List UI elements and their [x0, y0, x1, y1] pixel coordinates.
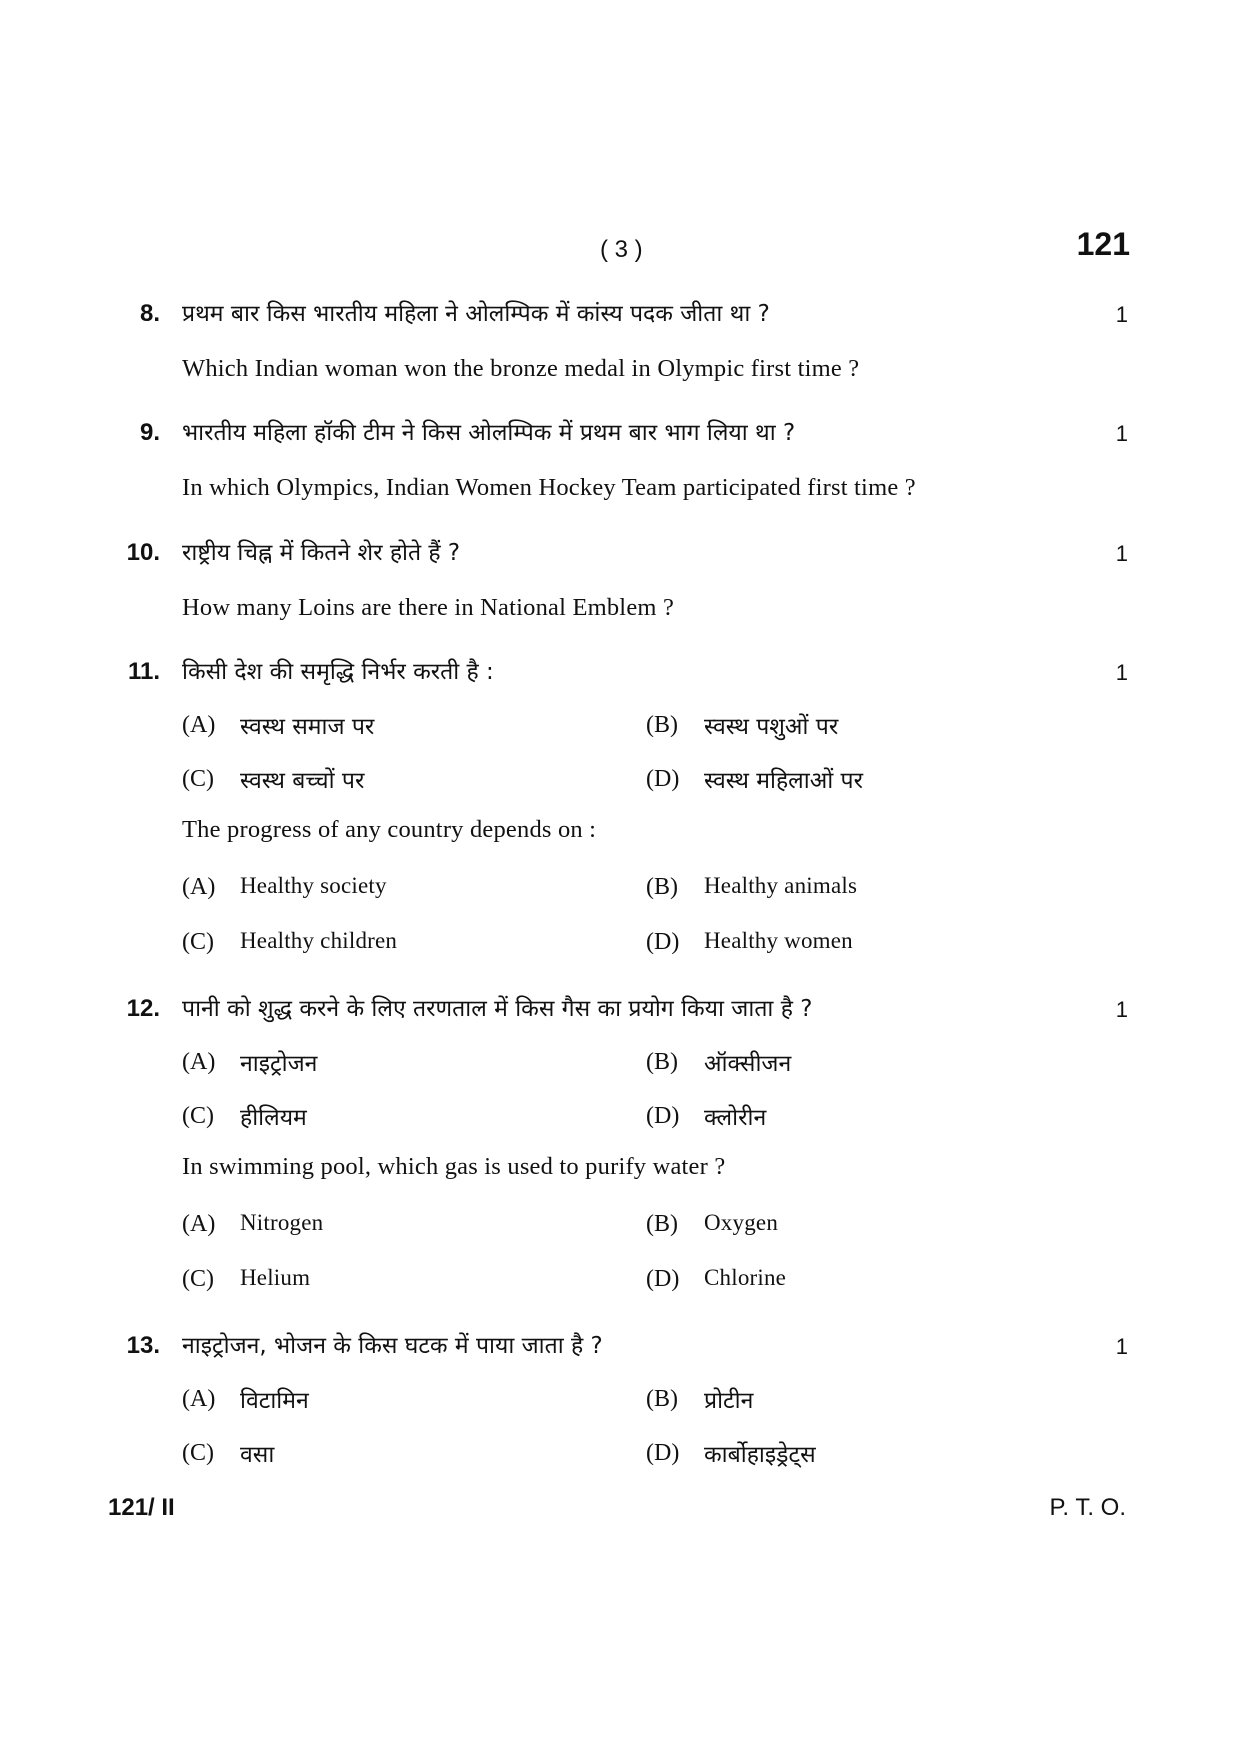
- question-text-english: How many Loins are there in National Emblem ?: [182, 594, 675, 621]
- option-label: (D): [646, 929, 680, 955]
- question-text-hindi: प्रथम बार किस भारतीय महिला ने ओलम्पिक में कांस्य पदक जीता था ?: [182, 301, 770, 327]
- option-label: (C): [182, 929, 214, 955]
- option-label: (B): [646, 712, 678, 738]
- question-number: 13.: [126, 1332, 160, 1359]
- option-text: Chlorine: [704, 1265, 787, 1290]
- option-label: (B): [646, 874, 678, 900]
- option-text: क्लोरीन: [704, 1105, 767, 1131]
- option-label: (D): [646, 1440, 680, 1466]
- question-text-english: In swimming pool, which gas is used to purify water ?: [182, 1153, 726, 1180]
- option-label: (C): [182, 1266, 214, 1292]
- option-label: (B): [646, 1211, 678, 1237]
- option-label: (A): [182, 1211, 216, 1237]
- option-label: (D): [646, 1266, 680, 1292]
- question-marks: 1: [1115, 541, 1128, 566]
- option-text: Healthy women: [704, 928, 853, 953]
- question-text-hindi: राष्ट्रीय चिह्न में कितने शेर होते हैं ?: [182, 540, 461, 566]
- question-text-english: In which Olympics, Indian Women Hockey Team participated first time ?: [182, 474, 916, 501]
- option-text: कार्बोहाइड्रेट्स: [704, 1442, 816, 1468]
- option-label: (C): [182, 766, 214, 792]
- question-number: 10.: [126, 539, 160, 566]
- option-text: विटामिन: [240, 1388, 309, 1414]
- question-marks: 1: [1115, 997, 1128, 1022]
- question-text-hindi: नाइट्रोजन, भोजन के किस घटक में पाया जाता है ?: [182, 1333, 603, 1359]
- question-number: 11.: [127, 658, 160, 685]
- option-text: Helium: [240, 1265, 311, 1290]
- option-label: (B): [646, 1386, 678, 1412]
- option-text: स्वस्थ महिलाओं पर: [704, 768, 863, 794]
- question-number: 9.: [139, 419, 160, 446]
- option-text: नाइट्रोजन: [240, 1051, 318, 1077]
- question-number: 8.: [139, 300, 160, 327]
- question-text-english: The progress of any country depends on :: [182, 816, 597, 843]
- question-marks: 1: [1115, 1334, 1128, 1359]
- option-text: Oxygen: [704, 1210, 779, 1235]
- option-label: (C): [182, 1103, 214, 1129]
- question-marks: 1: [1115, 421, 1128, 446]
- question-text-english: Which Indian woman won the bronze medal in Olympic first time ?: [182, 355, 860, 382]
- please-turn-over: P. T. O.: [1049, 1494, 1126, 1521]
- option-text: प्रोटीन: [704, 1388, 754, 1414]
- option-label: (A): [182, 1049, 216, 1075]
- option-label: (D): [646, 1103, 680, 1129]
- option-label: (A): [182, 712, 216, 738]
- option-text: ऑक्सीजन: [704, 1051, 792, 1077]
- option-label: (D): [646, 766, 680, 792]
- question-marks: 1: [1115, 660, 1128, 685]
- option-text: Healthy children: [240, 928, 398, 953]
- paper-code: 121: [1076, 226, 1130, 262]
- option-text: Nitrogen: [240, 1210, 324, 1235]
- option-text: स्वस्थ समाज पर: [240, 714, 375, 740]
- option-text: स्वस्थ पशुओं पर: [704, 714, 839, 740]
- question-text-hindi: पानी को शुद्ध करने के लिए तरणताल में किस गैस का प्रयोग किया जाता है ?: [182, 996, 813, 1022]
- option-label: (B): [646, 1049, 678, 1075]
- question-number: 12.: [126, 995, 160, 1022]
- page-number: ( 3 ): [600, 236, 643, 263]
- option-label: (A): [182, 874, 216, 900]
- option-label: (A): [182, 1386, 216, 1412]
- option-text: हीलियम: [240, 1105, 307, 1131]
- option-label: (C): [182, 1440, 214, 1466]
- question-text-hindi: किसी देश की समृद्धि निर्भर करती है :: [182, 659, 494, 685]
- question-marks: 1: [1115, 302, 1128, 327]
- option-text: Healthy society: [240, 873, 387, 898]
- option-text: वसा: [240, 1442, 275, 1468]
- question-text-hindi: भारतीय महिला हॉकी टीम ने किस ओलम्पिक में प्रथम बार भाग लिया था ?: [182, 420, 796, 446]
- footer-paper-code: 121/ II: [108, 1494, 175, 1521]
- option-text: Healthy animals: [704, 873, 858, 898]
- option-text: स्वस्थ बच्चों पर: [240, 768, 365, 794]
